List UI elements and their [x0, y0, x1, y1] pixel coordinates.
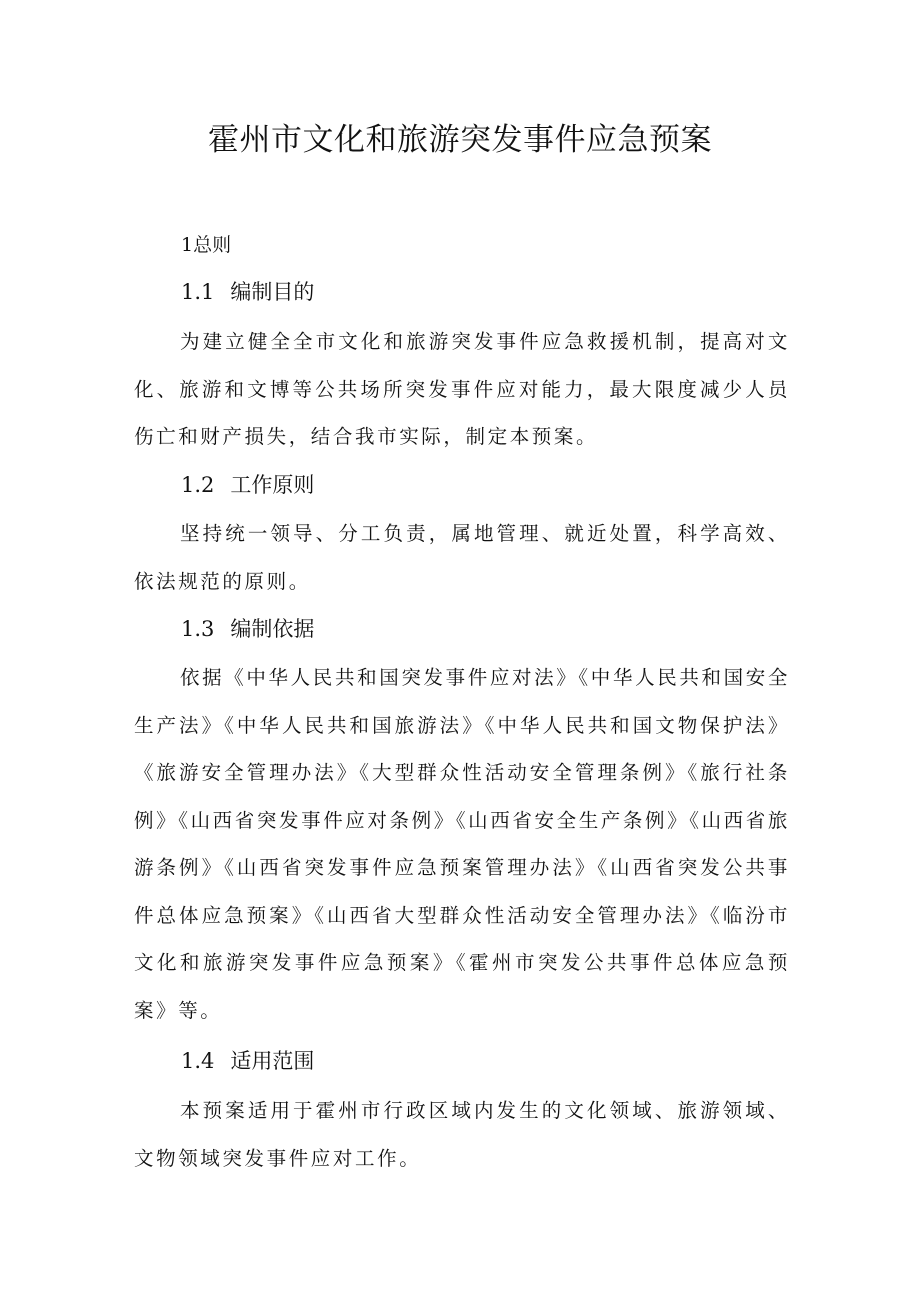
section-title: 适用范围	[230, 1049, 315, 1073]
section-number: 1.3	[181, 617, 215, 641]
section-heading-general: 1总则	[181, 234, 232, 256]
paragraph-scope: 本预案适用于霍州市行政区域内发生的文化领域、旅游领域、文物领域突发事件应对工作。	[134, 1099, 790, 1170]
section-title: 编制目的	[230, 280, 315, 304]
section-heading-1-3	[181, 614, 314, 644]
section-number: 1.1	[181, 280, 215, 304]
section-title: 工作原则	[230, 473, 315, 497]
section-number: 1.4	[181, 1049, 215, 1073]
paragraph-purpose: 为建立健全全市文化和旅游突发事件应急救援机制，提高对文化、旅游和文博等公共场所突发事件应对能力，最大限度减少人员伤亡和财产损失，结合我市实际，制定本预案。	[134, 330, 790, 448]
document-title: 霍州市文化和旅游突发事件应急预案	[208, 122, 712, 158]
section-heading-1-4	[181, 1046, 314, 1076]
paragraph-principles: 坚持统一领导、分工负责，属地管理、就近处置，科学高效、依法规范的原则。	[134, 522, 790, 593]
section-heading-1-2	[181, 470, 314, 500]
section-title: 编制依据	[230, 617, 315, 641]
paragraph-legal-basis: 依据《中华人民共和国突发事件应对法》《中华人民共和国安全生产法》《中华人民共和国旅游法》《中华人民共和国文物保护法》《旅游安全管理办法》《大型群众性活动安全管理条例》《旅行社条例》《山西省突发事件应对条例》《山西省安全生产条例》《山西省旅游条例》《山西省突发事件应急预案管理办法》《山西省突发公共事件总体应急预案》《山西省大型群众性活动安全管理办法》《临汾市文化和旅游突发事件应急预案》《霍州市突发公共事件总体应急预案》等。	[134, 666, 790, 1022]
section-heading-1-1	[181, 277, 314, 307]
section-number: 1.2	[181, 473, 215, 497]
